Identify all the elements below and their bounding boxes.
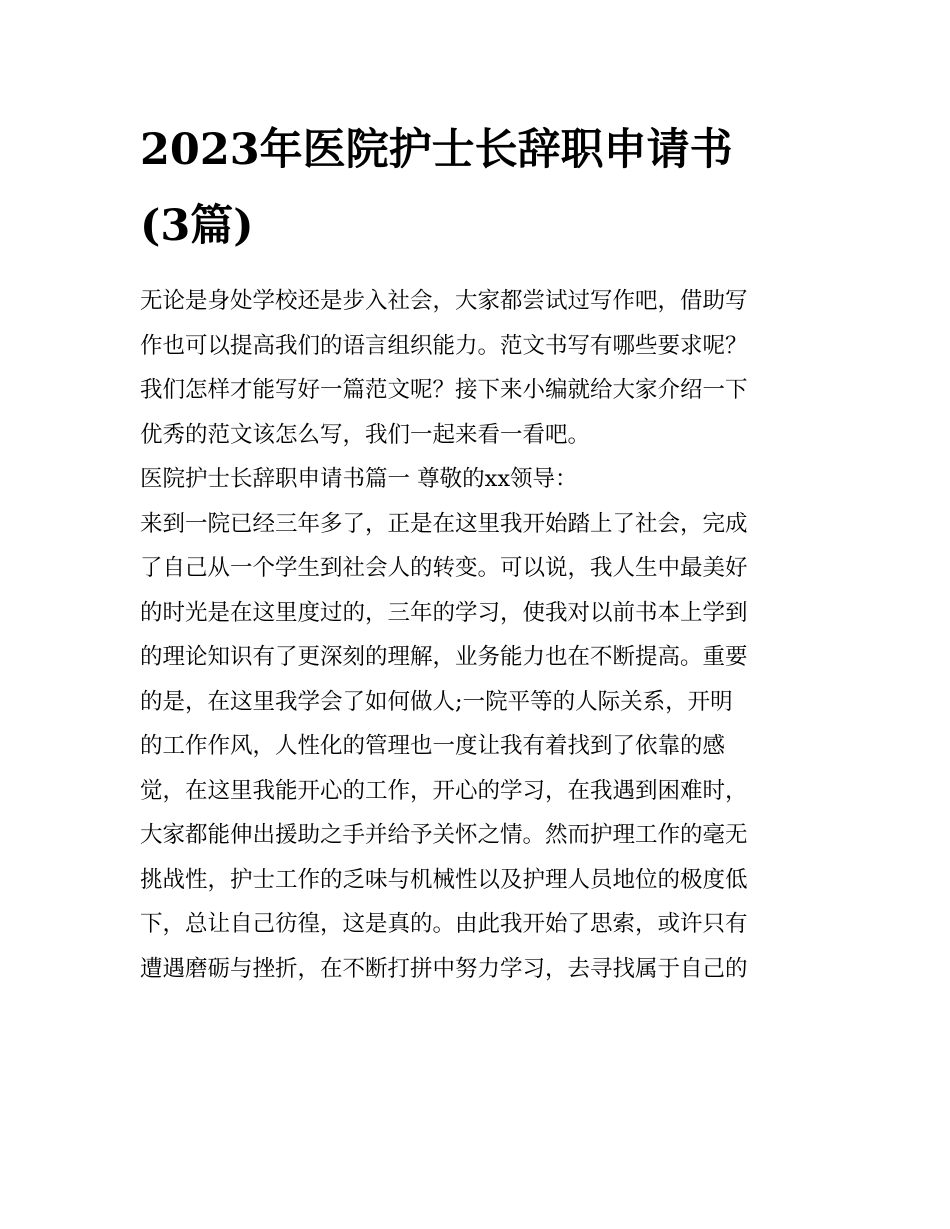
body-line: 的工作作风，人性化的管理也一度让我有着找到了依靠的感 [140,733,726,759]
document-body [140,279,815,991]
body-line: 大家都能伸出援助之手并给予关怀之情。然而护理工作的毫无 [140,822,748,848]
body-line: 了自己从一个学生到社会人的转变。可以说，我人生中最美好 [140,555,748,581]
title-line-1: 2023年医院护士长辞职申请书 [140,125,733,175]
title-line-2: (3篇) [140,201,254,251]
body-line: 作也可以提高我们的语言组织能力。范文书写有哪些要求呢？ [140,332,748,359]
body-line: 下，总让自己彷徨，这是真的。由此我开始了思索，或许只有 [140,911,748,937]
body-line: 的理论知识有了更深刻的理解，业务能力也在不断提高。重要 [140,644,748,670]
body-line: 我们怎样才能写好一篇范文呢？接下来小编就给大家介绍一下 [140,377,748,403]
body-line: 无论是身处学校还是步入社会，大家都尝试过写作吧，借助写 [140,288,748,314]
page-title [140,112,820,264]
body-line: 来到一院已经三年多了，正是在这里我开始踏上了社会，完成 [140,510,748,537]
body-line: 的是，在这里我学会了如何做人;一院平等的人际关系，开明 [140,688,733,715]
body-line: 优秀的范文该怎么写，我们一起来看一看吧。 [140,421,591,448]
body-line: 的时光是在这里度过的，三年的学习，使我对以前书本上学到 [140,599,748,626]
section-heading-line: 医院护士长辞职申请书篇一 尊敬的xx领导： [140,466,578,492]
body-line: 挑战性，护士工作的乏味与机械性以及护理人员地位的极度低 [140,866,748,893]
body-line: 遭遇磨砺与挫折，在不断打拼中努力学习，去寻找属于自己的 [140,955,748,982]
body-line: 觉，在这里我能开心的工作，开心的学习，在我遇到困难时， [140,777,748,804]
